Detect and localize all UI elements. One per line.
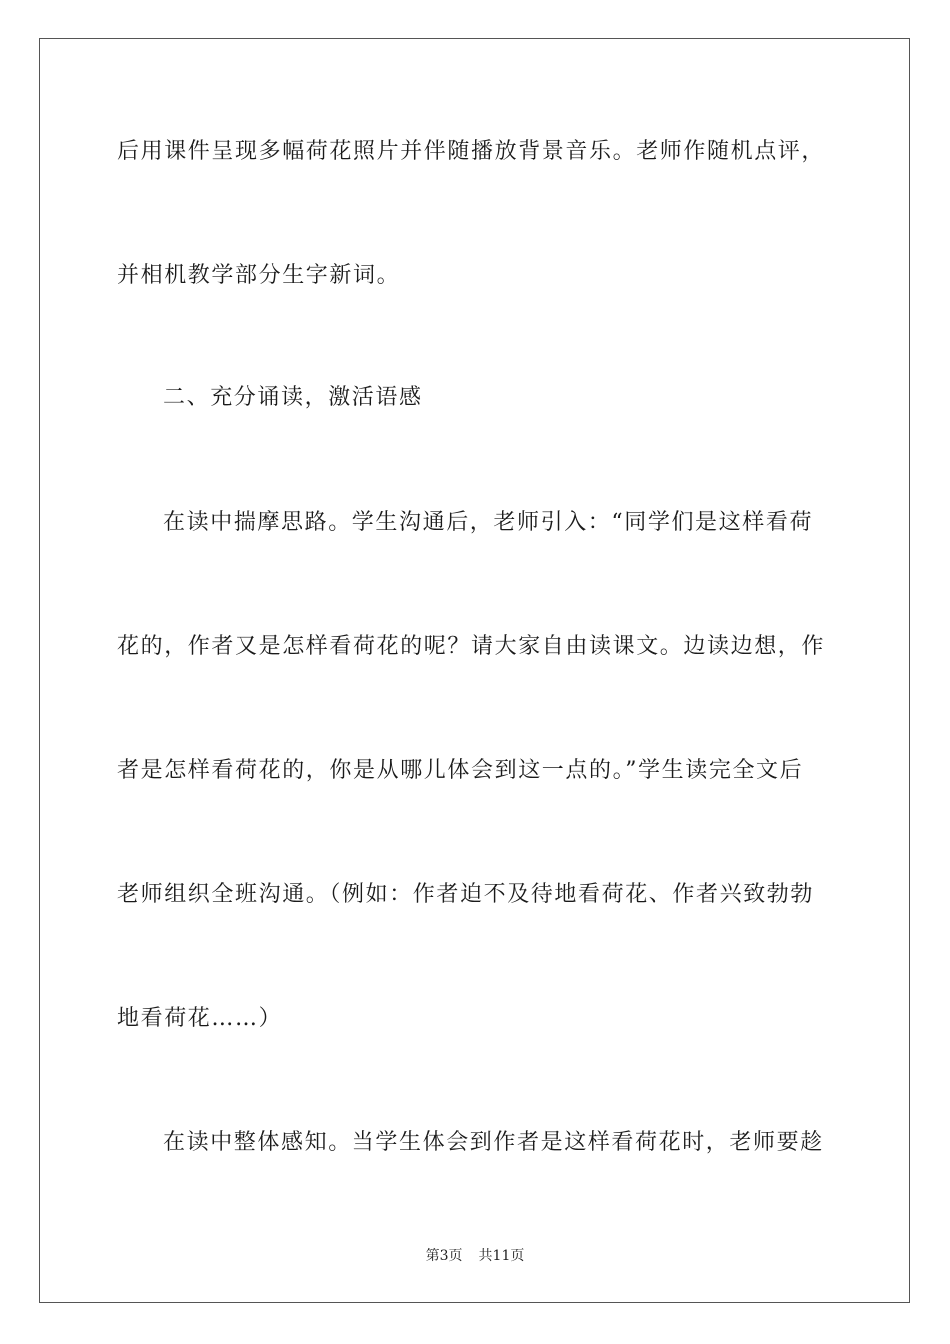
page-number: 第3页 (425, 1248, 463, 1264)
body-line: 后用课件呈现多幅荷花照片并伴随播放背景音乐。老师作随机点评， (117, 139, 826, 164)
body-line: 在读中揣摩思路。学生沟通后，老师引入：“同学们是这样看荷 (163, 510, 814, 535)
body-line: 花的，作者又是怎样看荷花的呢？请大家自由读课文。边读边想，作 (117, 634, 826, 659)
body-line: 老师组织全班沟通。（例如：作者迫不及待地看荷花、作者兴致勃勃 (117, 882, 815, 907)
page-footer (0, 1247, 950, 1265)
body-line: 者是怎样看荷花的，你是从哪儿体会到这一点的。”学生读完全文后 (117, 758, 804, 783)
body-line: 并相机教学部分生字新词。 (117, 263, 401, 288)
section-heading: 二、充分诵读，激活语感 (163, 385, 423, 410)
body-line: 地看荷花……） (117, 1006, 283, 1031)
page-border (39, 38, 910, 1303)
body-line: 在读中整体感知。当学生体会到作者是这样看荷花时，老师要趁 (163, 1130, 824, 1155)
page-total: 共11页 (478, 1248, 525, 1264)
